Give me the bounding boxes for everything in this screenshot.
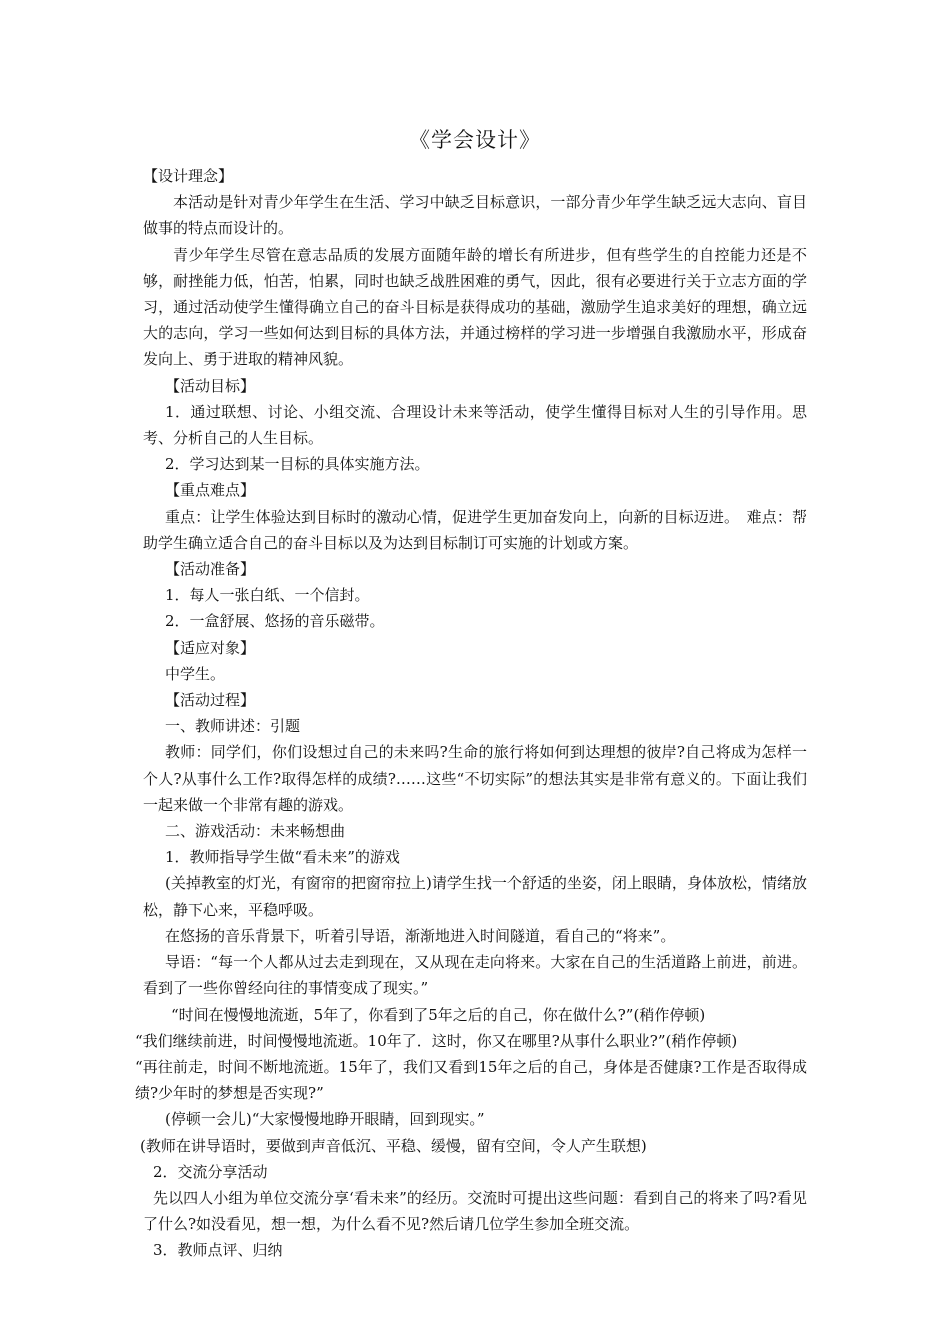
heading-activity-goals: 【活动目标】 <box>165 376 256 395</box>
list-item: 1．教师指导学生做“看未来”的游戏 <box>165 848 400 867</box>
paragraph: 在悠扬的音乐背景下，听着引导语，渐渐地进入时间隧道，看自己的“将来”。 <box>165 926 676 945</box>
document-body <box>135 163 807 1264</box>
heading-activity-prep: 【活动准备】 <box>165 560 256 579</box>
paragraph: (教师在讲导语时，要做到声音低沉、平稳、缓慢，留有空间，令人产生联想) <box>140 1136 647 1155</box>
section-heading: 一、教师讲述：引题 <box>165 717 301 736</box>
paragraph: 导语：“每一个人都从过去走到现在，又从现在走向将来。大家在自己的生活道路上前进，前进。看到了一些你曾经向往的事情变成了现实。” <box>143 953 807 998</box>
paragraph: 教师：同学们，你们设想过自己的未来吗?生命的旅行将如何到达理想的彼岸?自己将成为怎样一个人?从事什么工作?取得怎样的成绩?……这些“不切实际”的想法其实是非常有意义的。下面让我们一起来做一个非常有趣的游戏。 <box>143 743 807 814</box>
paragraph: “时间在慢慢地流逝，5年了，你看到了5年之后的自己，你在做什么?”(稍作停顿) <box>171 1005 706 1024</box>
list-item: 2．一盒舒展、悠扬的音乐磁带。 <box>165 612 385 631</box>
paragraph: 先以四人小组为单位交流分享‘看未来”的经历。交流时可提出这些问题：看到自己的将来了吗?看见了什么?如没看见，想一想，为什么看不见?然后请几位学生参加全班交流。 <box>143 1188 807 1234</box>
document-title: 《学会设计》 <box>409 128 541 152</box>
paragraph: 青少年学生尽管在意志品质的发展方面随年龄的增长有所进步，但有些学生的自控能力还是不够，耐挫能力低，怕苦，怕累，同时也缺乏战胜困难的勇气，因此，很有必要进行关于立志方面的学习，通过活动使学生懂得确立自己的奋斗目标是获得成功的基础，激励学生追求美好的理想，确立远大的志向，学习一些如何达到目标的具体方法，并通过榜样的学习进一步增强自我激励水平，形成奋发向上、勇于进取的精神风貌。 <box>143 245 807 369</box>
paragraph: 重点：让学生体验达到目标时的激动心情，促进学生更加奋发向上，向新的目标迈进。 难点：帮助学生确立适合自己的奋斗目标以及为达到目标制订可实施的计划或方案。 <box>143 507 807 552</box>
paragraph: (停顿一会儿)“大家慢慢地睁开眼睛，回到现实。” <box>165 1110 485 1129</box>
list-item: 2．交流分享活动 <box>153 1162 268 1181</box>
paragraph: (关掉教室的灯光，有窗帘的把窗帘拉上)请学生找一个舒适的坐姿，闭上眼睛，身体放松，情绪放松，静下心来，平稳呼吸。 <box>143 874 807 919</box>
list-item: 2．学习达到某一目标的具体实施方法。 <box>165 455 430 474</box>
paragraph: 中学生。 <box>165 664 226 683</box>
section-heading: 二、游戏活动：未来畅想曲 <box>165 822 346 841</box>
heading-target-audience: 【适应对象】 <box>165 638 256 657</box>
heading-activity-process: 【活动过程】 <box>165 691 256 710</box>
list-item: 3．教师点评、归纳 <box>153 1241 283 1260</box>
paragraph: “我们继续前进，时间慢慢地流逝。10年了．这时，你又在哪里?从事什么职业?”(稍作停顿) <box>135 1031 738 1050</box>
list-item: 1．每人一张白纸、一个信封。 <box>165 586 370 605</box>
paragraph: “再往前走，时间不断地流逝。15年了，我们又看到15年之后的自己，身体是否健康?工作是否取得成绩?少年时的梦想是否实现?” <box>135 1057 807 1103</box>
heading-design-concept: 【设计理念】 <box>143 167 234 185</box>
paragraph: 本活动是针对青少年学生在生活、学习中缺乏目标意识，一部分青少年学生缺乏远大志向、盲目做事的特点而设计的。 <box>143 193 807 238</box>
list-item: 1．通过联想、讨论、小组交流、合理设计未来等活动，使学生懂得目标对人生的引导作用。思考、分析自己的人生目标。 <box>143 402 807 448</box>
heading-key-points: 【重点难点】 <box>165 481 256 500</box>
